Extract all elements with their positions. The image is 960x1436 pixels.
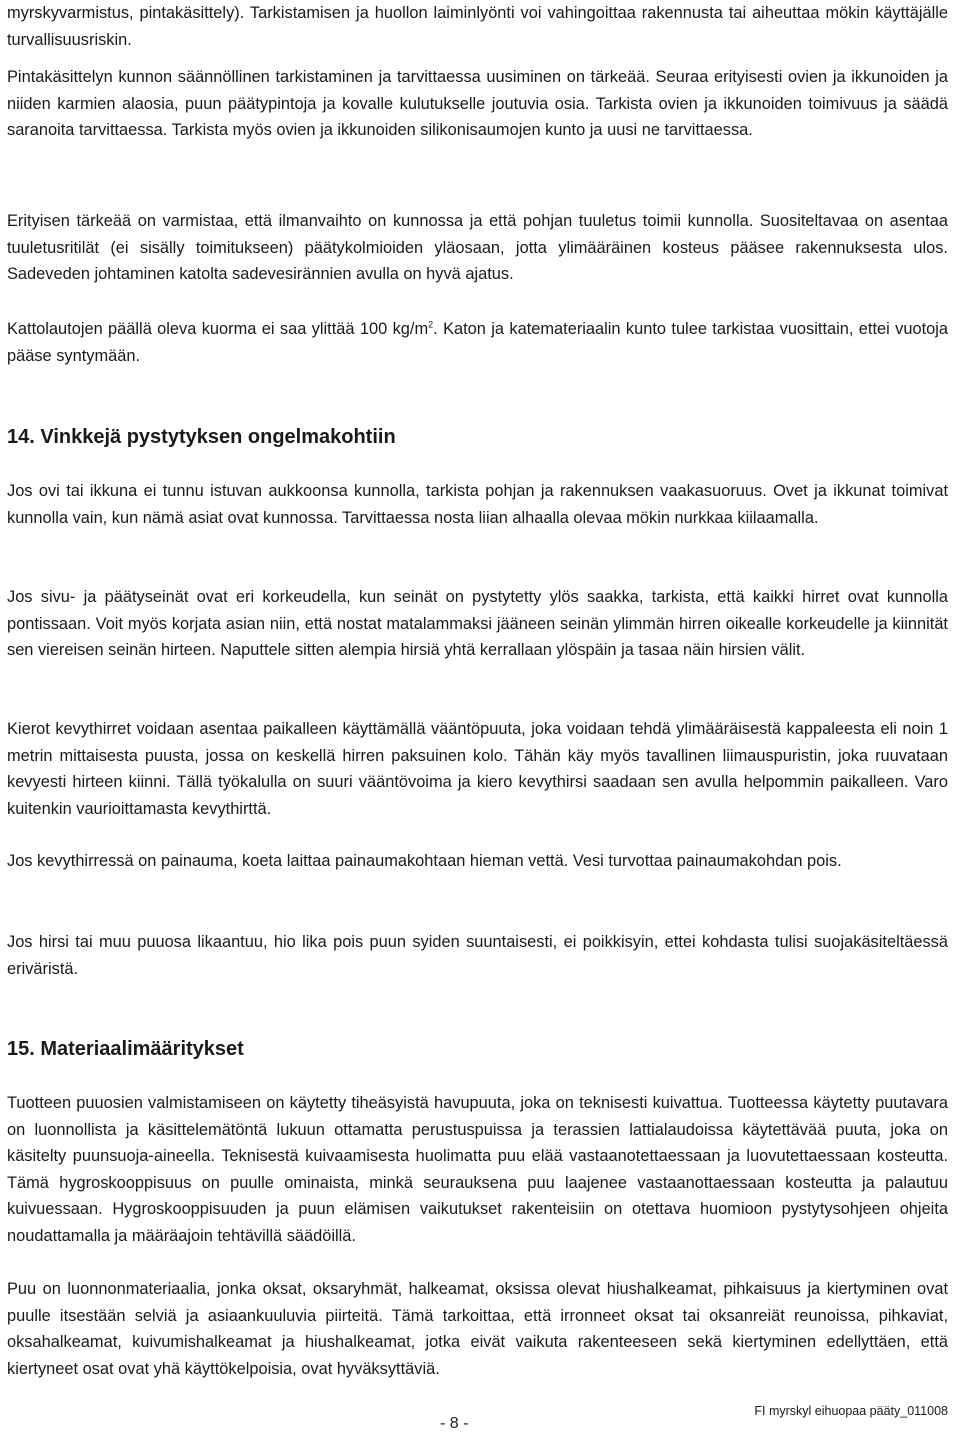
page-number: - 8 - [440, 1415, 469, 1432]
paragraph-ventilation: Erityisen tärkeää on varmistaa, että ilmanvaihto on kunnossa ja että pohjan tuuletus toimii kunnolla. Suositeltavaa on asentaa tuuletusritilät (ei sisälly toimitukseen) päätykolmioiden yläosaan, jotta ylimääräinen kosteus pääsee rakennuksesta ulos. Sadeveden johtaminen katolta sadevesirännien avulla on hyvä ajatus. [7, 212, 948, 283]
section-14-paragraph-1: Jos ovi tai ikkuna ei tunnu istuvan aukkoonsa kunnolla, tarkista pohjan ja rakennuksen vaakasuoruus. Ovet ja ikkunat toimivat kunnolla vain, kun nämä asiat ovat kunnossa. Tarvittaessa nosta liian alhaalla olevaa mökin nurkkaa kiilaamalla. [7, 482, 948, 527]
section-14-paragraph-5: Jos hirsi tai muu puuosa likaantuu, hio lika pois puun syiden suuntaisesti, ei poikkisyin, ettei kohdasta tulisi suojakäsiteltäessä eriväristä. [7, 933, 948, 978]
superscript-two: 2 [428, 319, 434, 330]
document-code: FI myrskyl eihuopaa pääty_011008 [754, 1404, 948, 1418]
roof-load-text-end: . Katon ja katemateriaalin kunto tulee tarkistaa vuosittain, ettei vuotoja pääse syntymään. [7, 320, 948, 365]
roof-load-text-start: Kattolautojen päällä oleva kuorma ei saa ylittää 100 kg/m [7, 320, 429, 338]
section-15-paragraph-2: Puu on luonnonmateriaalia, jonka oksat, oksaryhmät, halkeamat, oksissa olevat hiushalkeamat, pihkaisuus ja kiertyminen ovat puulle itsestään selviä ja asiaankuuluvia piirteitä. Tämä tarkoittaa, että irronneet oksat tai oksanreiät reunoissa, pihkaviat, oksahalkeamat, kuivumishalkeamat ja hiushalkeamat, jotka eivät vaikuta rakenteeseen sekä kiertyminen edellyttäen, että kiertyneet osat ovat yhä käyttökelpoisia, ovat hyväksyttäviä. [7, 1280, 948, 1378]
paragraph-maintenance-intro: myrskyvarmistus, pintakäsittely). Tarkistamisen ja huollon laiminlyönti voi vahingoittaa rakennusta tai aiheuttaa mökin käyttäjälle turvallisuusriskin. [7, 4, 948, 49]
section-14-paragraph-2: Jos sivu- ja päätyseinät ovat eri korkeudella, kun seinät on pystytetty ylös saakka, tarkista, että kaikki hirret ovat kunnolla pontissaan. Voit myös korjata asian niin, että nostat matalammaksi jääneen seinän ylimmän hirren oikealle korkeudelle ja kiinnität sen viereisen seinän hirteen. Naputtele sitten alempia hirsiä yhtä kerrallaan ylöspäin ja tasaa näin hirsien välit. [7, 588, 948, 659]
paragraph-roof-load [7, 316, 948, 369]
paragraph-surface-treatment: Pintakäsittelyn kunnon säännöllinen tarkistaminen ja tarvittaessa uusiminen on tärkeää. Seuraa erityisesti ovien ja ikkunoiden ja niiden karmien alaosia, puun päätypintoja ja kovalle kulutukselle joutuvia osia. Tarkista ovien ja ikkunoiden toimivuus ja säädä saranoita tarvittaessa. Tarkista myös ovien ja ikkunoiden silikonisaumojen kunto ja uusi ne tarvittaessa. [7, 68, 948, 139]
section-15-paragraph-1: Tuotteen puuosien valmistamiseen on käytetty tiheäsyistä havupuuta, joka on teknisesti kuivattua. Tuotteessa käytetty puutavara on luonnollista ja käsittelemätöntä lukuun ottamatta perustuspuissa ja terassien lattialaudoissa käytettävää puuta, joka on käsitelty puunsuoja-aineella. Teknisestä kuivaamisesta huolimatta puu elää vastaanotettaessaan ja luovutettaessaan kosteutta. Tämä hygroskooppisuus on puulle ominaista, minkä seurauksena puu laajenee vastaanottaessaan kosteutta ja palautuu kuivuessaan. Hygroskooppisuuden ja puun elämisen vaikutukset rakenteisiin on otettava huomioon pystytysohjeen ohjeita noudattamalla ja määräajoin tehtävillä säädöillä. [7, 1094, 948, 1245]
section-14-heading: 14. Vinkkejä pystytyksen ongelmakohtiin [7, 426, 396, 448]
section-15-heading: 15. Materiaalimääritykset [7, 1038, 244, 1060]
section-14-paragraph-3: Kierot kevythirret voidaan asentaa paikalleen käyttämällä vääntöpuuta, joka voidaan tehdä ylimääräisestä kappaleesta eli noin 1 metrin mittaisesta puusta, jossa on keskellä hirren paksuinen kolo. Tähän käy myös tavallinen liimauspuristin, joka ruuvataan kevyesti hirteen kiinni. Tällä työkalulla on suuri vääntövoima ja kiero kevythirsi saadaan sen avulla helpommin paikalleen. Varo kuitenkin vaurioittamasta kevythirttä. [7, 720, 948, 818]
section-14-paragraph-4: Jos kevythirressä on painauma, koeta laittaa painaumakohtaan hieman vettä. Vesi turvottaa painaumakohdan pois. [7, 852, 842, 870]
